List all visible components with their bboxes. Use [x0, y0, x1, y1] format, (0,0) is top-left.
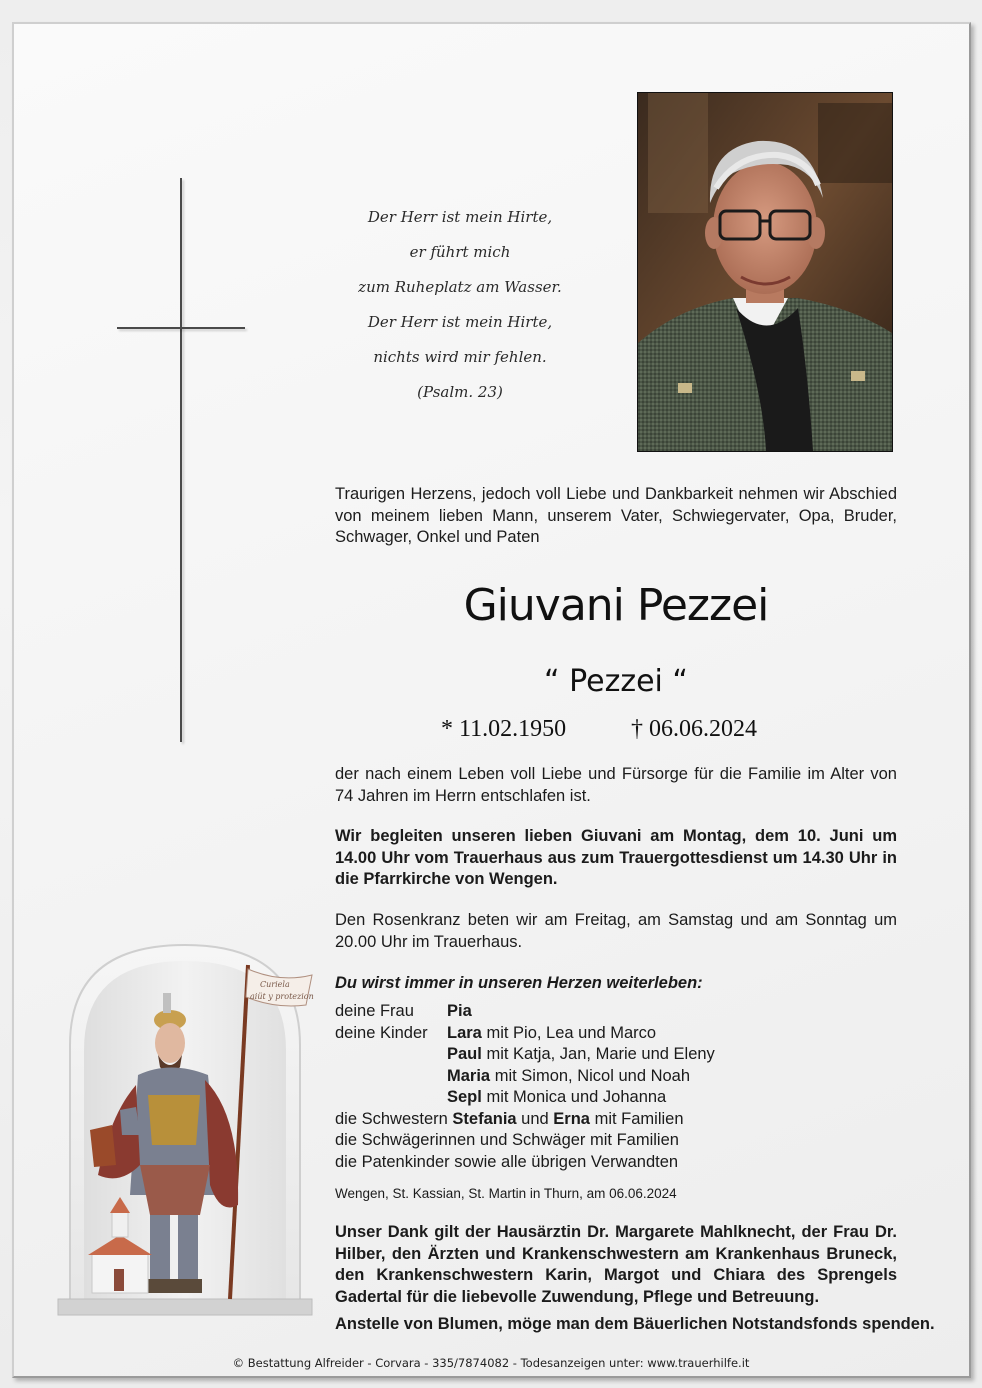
death-date: † 06.06.2024 [631, 716, 757, 742]
child-entry [447, 1044, 715, 1066]
intro-text: Traurigen Herzens, jedoch voll Liebe und Dankbarkeit nehmen wir Abschied von meinem lieben Mann, unserem Vater, Schwiegervater, Opa, Bruder, Schwager, Onkel und Paten [335, 485, 897, 546]
psalm-line: nichts wird mir fehlen. [373, 348, 547, 366]
banner-text: Curiela [260, 980, 290, 989]
child-name: Lara [447, 1023, 482, 1042]
portrait-photo [637, 92, 893, 452]
relation-label: deine Frau [335, 1002, 414, 1020]
sister-name: Stefania [452, 1109, 517, 1128]
paragraph-funeral: Wir begleiten unseren lieben Giuvani am Montag, dem 10. Juni um 14.00 Uhr vom Trauerhaus aus zum Trauergottesdienst um 14.30 Uhr in die Pfarrkirche von Wengen. [335, 827, 897, 888]
saint-statue-niche [50, 935, 320, 1325]
cross-vertical-beam [180, 178, 182, 742]
wife-name: Pia [447, 1002, 472, 1020]
psalm-quote [330, 200, 590, 410]
sisters-prefix: die Schwestern [335, 1109, 453, 1128]
psalm-line: zum Ruheplatz am Wasser. [358, 278, 562, 296]
relation-label: deine Kinder [335, 1023, 428, 1042]
psalm-line: er führt mich [409, 243, 511, 261]
birth-date: * 11.02.1950 [441, 716, 567, 742]
deceased-nickname: “ Pezzei “ [544, 664, 688, 699]
family-row [335, 1066, 897, 1088]
psalm-line: Der Herr ist mein Hirte, [367, 313, 553, 331]
child-name: Sepl [447, 1088, 482, 1106]
banner-text: aiüt y protezion [250, 992, 314, 1001]
child-entry [447, 1066, 690, 1088]
sisters-and: und [516, 1109, 554, 1128]
child-entry [447, 1087, 666, 1109]
child-family: mit Monica und Johanna [481, 1088, 667, 1106]
cross-horizontal-beam [117, 327, 245, 329]
donation-note: Anstelle von Blumen, möge man dem Bäuerlichen Notstandsfonds spenden. [335, 1315, 935, 1333]
paragraph-rosary: Den Rosenkranz beten wir am Freitag, am Samstag und am Sonntag um 20.00 Uhr im Trauerhaus. [335, 911, 897, 951]
family-row [335, 1130, 897, 1152]
family-row [335, 1044, 897, 1066]
family-row [335, 1023, 897, 1045]
sisters-entry [335, 1109, 684, 1131]
child-name: Paul [447, 1045, 482, 1063]
child-family: mit Simon, Nicol und Noah [490, 1066, 691, 1085]
psalm-reference: (Psalm. 23) [417, 383, 503, 401]
family-heading: Du wirst immer in unseren Herzen weiterleben: [335, 974, 703, 992]
psalm-line: Der Herr ist mein Hirte, [367, 208, 553, 226]
inlaws-entry: die Schwägerinnen und Schwäger mit Familien [335, 1131, 679, 1149]
family-row [335, 1109, 897, 1131]
thanks-paragraph: Unser Dank gilt der Hausärztin Dr. Margarete Mahlknecht, der Frau Dr. Hilber, den Ärzten und Krankenschwestern am Krankenhaus Bruneck, den Krankenschwestern Karin, Margot und Chiara des Sprengels Gadertal für die liebevolle Zuwendung, Pflege und Betreuung. [335, 1223, 897, 1306]
footer-credit: © Bestattung Alfreider - Corvara - 335/7874082 - Todesanzeigen unter: www.trauerhilfe.it [232, 1356, 750, 1370]
family-row [335, 1001, 897, 1023]
child-family: mit Pio, Lea und Marco [481, 1023, 657, 1042]
child-name: Maria [447, 1066, 491, 1085]
child-family: mit Katja, Jan, Marie und Eleny [481, 1045, 715, 1063]
sisters-suffix: mit Familien [589, 1109, 684, 1128]
family-row [335, 1152, 897, 1174]
sister-name: Erna [553, 1109, 590, 1128]
deceased-name: Giuvani Pezzei [463, 580, 769, 631]
paragraph-life: der nach einem Leben voll Liebe und Fürsorge für die Familie im Alter von 74 Jahren im Herrn entschlafen ist. [335, 765, 897, 805]
family-row [335, 1087, 897, 1109]
godchildren-entry: die Patenkinder sowie alle übrigen Verwandten [335, 1152, 679, 1171]
family-list [335, 1001, 897, 1173]
child-entry [447, 1023, 656, 1045]
place-date: Wengen, St. Kassian, St. Martin in Thurn, am 06.06.2024 [335, 1186, 677, 1201]
